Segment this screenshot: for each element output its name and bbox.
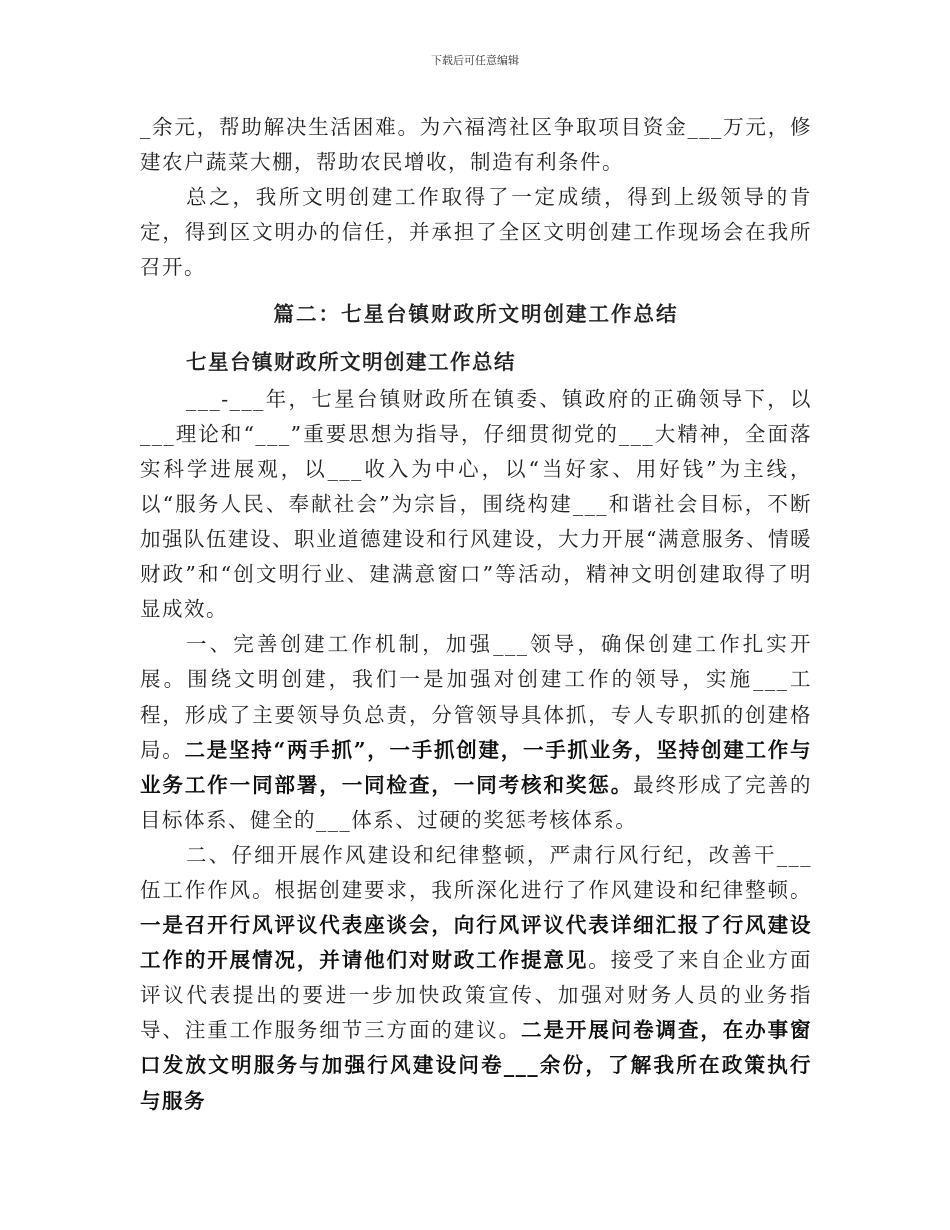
continued-paragraph: _余元，帮助解决生活困难。为六福湾社区争取项目资金___万元，修建农户蔬菜大棚，帮助农民增收，制造有利条件。 xyxy=(140,115,812,175)
mechanism-text-end: 最终形成了完善的目标体系、健全的___体系、过硬的奖惩考核体系。 xyxy=(140,772,813,832)
discipline-bold-text-end: 二是开展问卷调查，在办事窗口发放文明服务与加强行风建设问卷___余份，了解我所在政策执行与服务 xyxy=(140,1018,813,1113)
mechanism-bold-text: 二是坚持“两手抓”，一手抓创建，一手抓业务，坚持创建工作与业务工作一同部署，一同检查，一同考核和奖惩。 xyxy=(140,737,812,797)
intro-paragraph: ___-___年，七星台镇财政所在镇委、镇政府的正确领导下，以___理论和“___”重要思想为指导，仔细贯彻党的___大精神，全面落实科学进展观，以___收入为中心，以“当好家、用好钱”为主线，以“服务人民、奉献社会”为宗旨，围绕构建___和谐社会目标，不断加强队伍建设、职业道德建设和行风建设，大力开展“满意服务、情暖财政”和“创文明行业、建满意窗口”等活动，精神文明创建取得了明显成效。 xyxy=(140,386,812,622)
mechanism-text: 一、完善创建工作机制，加强___领导，确保创建工作扎实开展。围绕文明创建，我们一是加强对创建工作的领导，实施___工程，形成了主要领导负总责，分管领导具体抓，专人专职抓的创建格局。 xyxy=(140,632,812,762)
section-title: 篇二：七星台镇财政所文明创建工作总结 xyxy=(273,302,679,327)
discipline-bold-text: 一是召开行风评议代表座谈会，向行风评议代表详细汇报了行风建设工作的开展情况，并请他们对财政工作提意见 xyxy=(140,913,812,973)
discipline-text: 二、仔细开展作风建设和纪律整顿，严肃行风行纪，改善干___伍工作作风。根据创建要求，我所深化进行了作风建设和纪律整顿。 xyxy=(140,842,812,902)
paragraph-discipline xyxy=(140,838,812,1119)
paragraph-mechanism xyxy=(140,627,812,838)
summary-paragraph: 总之，我所文明创建工作取得了一定成绩，得到上级领导的肯定，得到区文明办的信任，并承担了全区文明创建工作现场会在我所召开。 xyxy=(140,185,812,280)
page-header: 下载后可任意编辑 xyxy=(431,54,519,67)
section-subtitle: 七星台镇财政所文明创建工作总结 xyxy=(186,349,516,374)
discipline-text-middle: 。接受了来自企业方面评议代表提出的要进一步加快政策宣传、加强对财务人员的业务指导、注重工作服务细节三方面的建议。 xyxy=(140,948,813,1043)
document-body xyxy=(140,110,812,1119)
